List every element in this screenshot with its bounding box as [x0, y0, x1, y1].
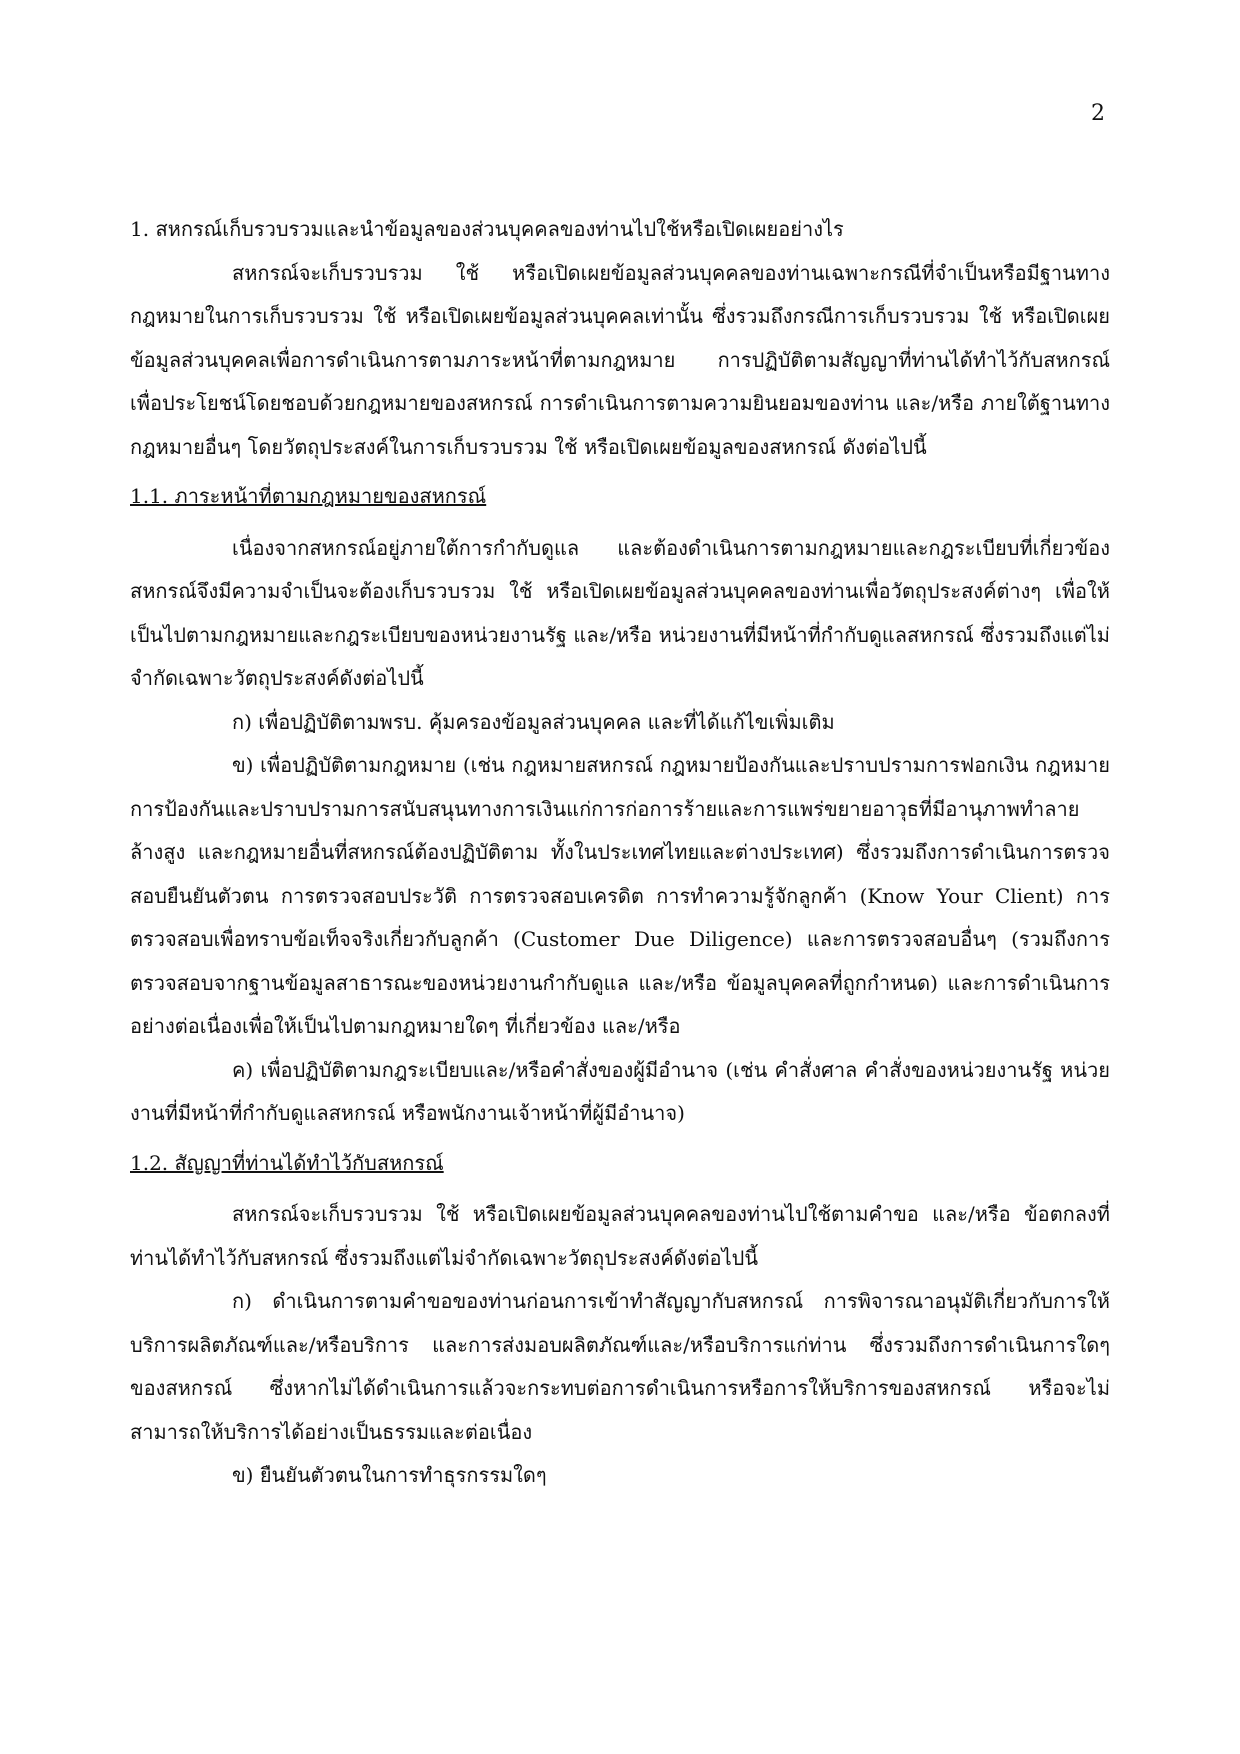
- section-1-1-item-ko: ก) เพื่อปฏิบัติตามพรบ. คุ้มครองข้อมูลส่วนบุคคล และที่ได้แก้ไขเพิ่มเติม: [232, 709, 835, 734]
- section-1-2-heading: 1.2. สัญญาที่ท่านได้ทำไว้กับสหกรณ์: [130, 1150, 444, 1175]
- section-1-1-intro: เนื่องจากสหกรณ์อยู่ภายใต้การกำกับดูแล และต้องดำเนินการตามกฎหมายและกฎระเบียบที่เกี่ยวข้อง สหกรณ์จึงมีความจำเป็นจะต้องเก็บรวบรวม ใช้ หรือเปิดเผยข้อมูลส่วนบุคคลของท่านเพื่อวัตถุประสงค์ต่างๆ เพื่อให้เป็นไปตามกฎหมายและกฎระเบียบของหน่วยงานรัฐ และ/หรือ หน่วยงานที่มีหน้าที่กำกับดูแลสหกรณ์ ซึ่งรวมถึงแต่ไม่จำกัดเฉพาะวัตถุประสงค์ดังต่อไปนี้: [130, 535, 1110, 690]
- section-1-title: 1. สหกรณ์เก็บรวบรวมและนำข้อมูลของส่วนบุคคลของท่านไปใช้หรือเปิดเผยอย่างไร: [130, 217, 844, 241]
- page-number: 2: [1091, 101, 1105, 126]
- section-1-2-item-kho: ข) ยืนยันตัวตนในการทำธุรกรรมใดๆ: [232, 1463, 547, 1487]
- section-1-2-intro: สหกรณ์จะเก็บรวบรวม ใช้ หรือเปิดเผยข้อมูลส่วนบุคคลของท่านไปใช้ตามคำขอ และ/หรือ ข้อตกลงที่ท่านได้ทำไว้กับสหกรณ์ ซึ่งรวมถึงแต่ไม่จำกัดเฉพาะวัตถุประสงค์ดังต่อไปนี้: [130, 1202, 1110, 1270]
- section-1-1-heading: 1.1. ภาระหน้าที่ตามกฎหมายของสหกรณ์: [130, 484, 487, 508]
- section-1-2-item-ko: ก) ดำเนินการตามคำขอของท่านก่อนการเข้าทำสัญญากับสหกรณ์ การพิจารณาอนุมัติเกี่ยวกับการให้บริการผลิตภัณฑ์และ/หรือบริการ และการส่งมอบผลิตภัณฑ์และ/หรือบริการแก่ท่าน ซึ่งรวมถึงการดำเนินการใดๆ ของสหกรณ์ ซึ่งหากไม่ได้ดำเนินการแล้วจะกระทบต่อการดำเนินการหรือการให้บริการของสหกรณ์ หรือจะไม่สามารถให้บริการได้อย่างเป็นธรรมและต่อเนื่อง: [130, 1289, 1110, 1444]
- document-body: [130, 208, 1110, 1498]
- section-1-1-item-kho: ข) เพื่อปฏิบัติตามกฎหมาย (เช่น กฎหมายสหกรณ์ กฎหมายป้องกันและปราบปรามการฟอกเงิน กฎหมายการป้องกันและปราบปรามการสนับสนุนทางการเงินแก่การก่อการร้ายและการแพร่ขยายอาวุธที่มีอานุภาพทำลายล้างสูง และกฎหมายอื่นที่สหกรณ์ต้องปฏิบัติตาม ทั้งในประเทศไทยและต่างประเทศ) ซึ่งรวมถึงการดำเนินการตรวจสอบยืนยันตัวตน การตรวจสอบประวัติ การตรวจสอบเครดิต การทำความรู้จักลูกค้า (Know Your Client) การตรวจสอบเพื่อทราบข้อเท็จจริงเกี่ยวกับลูกค้า (Customer Due Diligence) และการตรวจสอบอื่นๆ (รวมถึงการตรวจสอบจากฐานข้อมูลสาธารณะของหน่วยงานกำกับดูแล และ/หรือ ข้อมูลบุคคลที่ถูกกำหนด) และการดำเนินการอย่างต่อเนื่องเพื่อให้เป็นไปตามกฎหมายใดๆ ที่เกี่ยวข้อง และ/หรือ: [130, 753, 1110, 1038]
- section-1-1-item-kho-khwai: ค) เพื่อปฏิบัติตามกฎระเบียบและ/หรือคำสั่งของผู้มีอำนาจ (เช่น คำสั่งศาล คำสั่งของหน่วยงานรัฐ หน่วยงานที่มีหน้าที่กำกับดูแลสหกรณ์ หรือพนักงานเจ้าหน้าที่ผู้มีอำนาจ): [130, 1057, 1110, 1125]
- section-1-intro: สหกรณ์จะเก็บรวบรวม ใช้ หรือเปิดเผยข้อมูลส่วนบุคคลของท่านเฉพาะกรณีที่จำเป็นหรือมีฐานทางกฎหมายในการเก็บรวบรวม ใช้ หรือเปิดเผยข้อมูลส่วนบุคคลเท่านั้น ซึ่งรวมถึงกรณีการเก็บรวบรวม ใช้ หรือเปิดเผยข้อมูลส่วนบุคคลเพื่อการดำเนินการตามภาระหน้าที่ตามกฎหมาย การปฏิบัติตามสัญญาที่ท่านได้ทำไว้กับสหกรณ์ เพื่อประโยชน์โดยชอบด้วยกฎหมายของสหกรณ์ การดำเนินการตามความยินยอมของท่าน และ/หรือ ภายใต้ฐานทางกฎหมายอื่นๆ โดยวัตถุประสงค์ในการเก็บรวบรวม ใช้ หรือเปิดเผยข้อมูลของสหกรณ์ ดังต่อไปนี้: [130, 260, 1110, 459]
